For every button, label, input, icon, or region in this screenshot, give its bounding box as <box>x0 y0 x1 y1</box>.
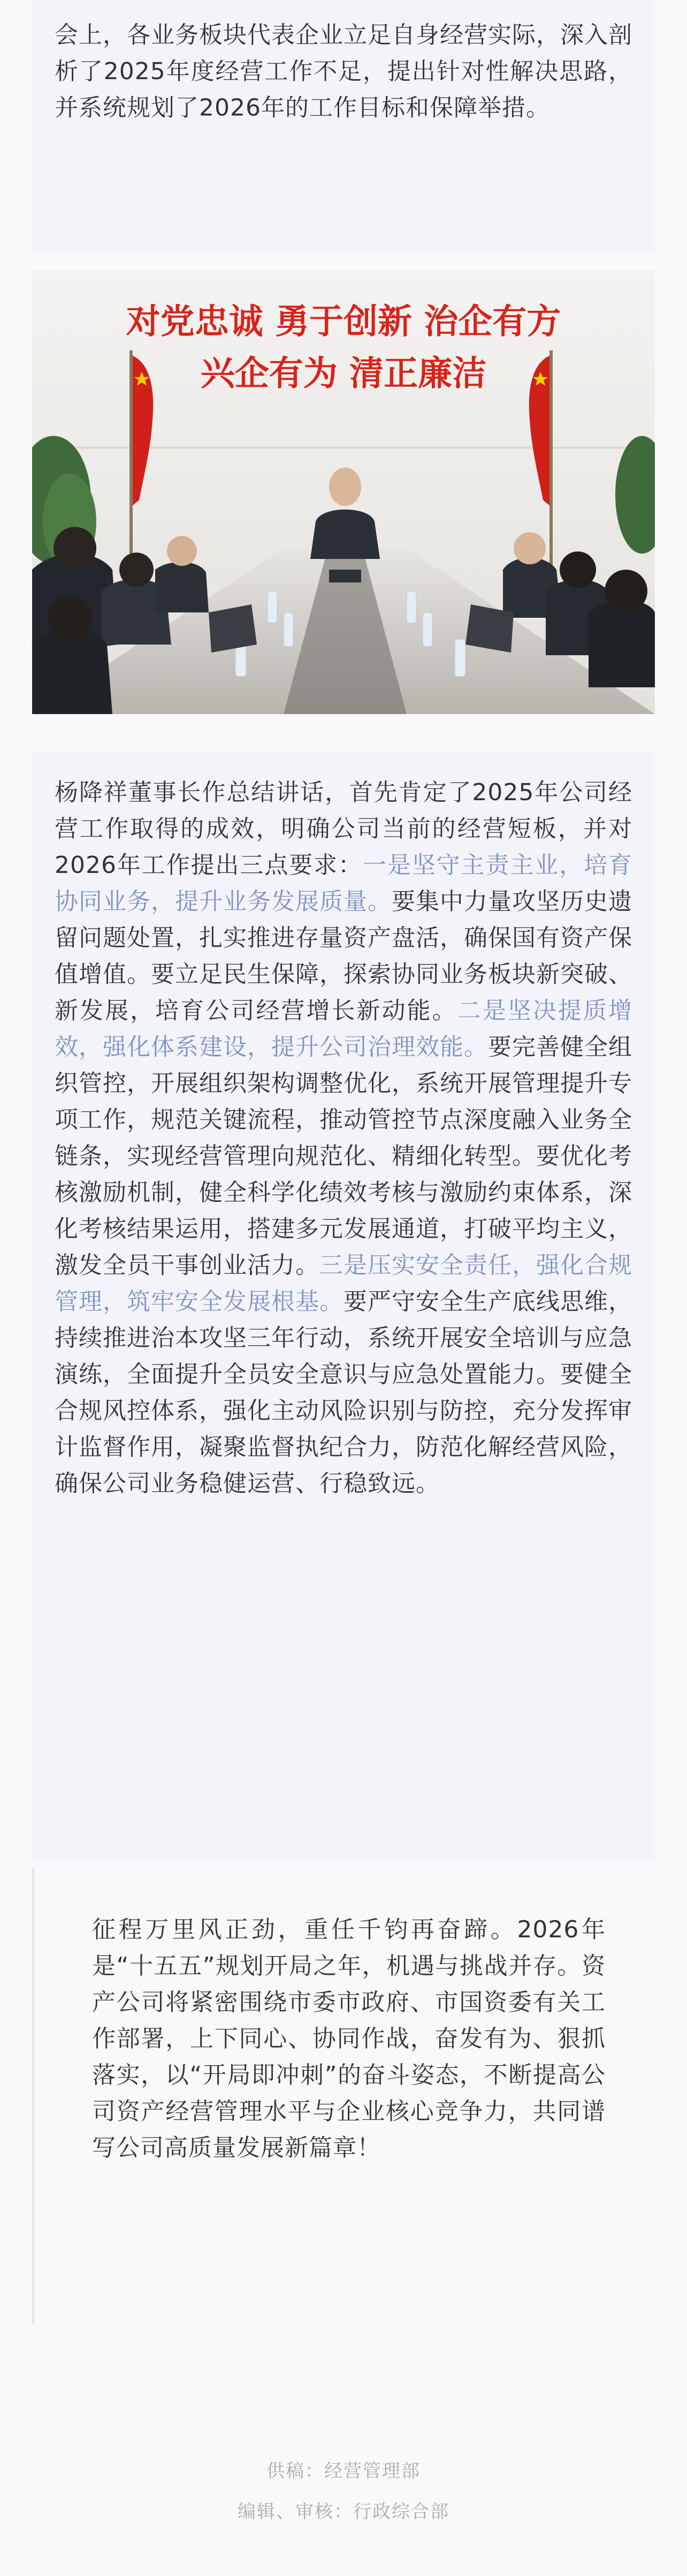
requirement-1-highlight: 一是坚守主责主业，培育协同业务，提升业务发展质量。 <box>55 852 632 915</box>
speech-text-3: 要完善健全组织管控，开展组织架构调整优化，系统开展管理提升专项工作，规范关键流程，推动管控节点深度融入业务全链条，实现经营管理向规范化、精细化转型。要优化考核激励机制，健全科学化绩效考核与激励约束体系，深化考核结果运用，搭建多元发展通道，打破平均主义，激发全员干事创业活力。 <box>55 1033 632 1279</box>
speech-paragraph <box>55 775 632 1502</box>
closing-quote-block <box>32 1869 655 2324</box>
requirement-2-highlight: 二是坚决提质增效，强化体系建设，提升公司治理效能。 <box>55 997 633 1061</box>
editor-credit: 编辑、审核：行政综合部 <box>238 2501 449 2523</box>
banner-slogan-line2: 兴企有为 清正廉洁 <box>200 354 487 394</box>
speech-text-4: 要严守安全生产底线思维，持续推进治本攻坚三年行动，系统开展安全培训与应急演练，全面提升全员安全意识与应急处置能力。要健全合规风控体系，强化主动风险识别与防控，充分发挥审计监督作用，凝聚监督执纪合力，防范化解经营风险，确保公司业务稳健运营、行稳致远。 <box>55 1288 632 1497</box>
requirement-3-highlight: 三是压实安全责任，强化合规管理，筑牢安全发展根基。 <box>55 1252 632 1315</box>
speech-text-1: 杨降祥董事长作总结讲话，首先肯定了2025年公司经营工作取得的成效，明确公司当前的经营短板，并对2026年工作提出三点要求： <box>55 779 632 879</box>
wall-panel-line <box>32 447 655 449</box>
speech-text-2: 要集中力量攻坚历史遗留问题处置，扎实推进存量资产盘活，确保国有资产保值增值。要立足民生保障，探索协同业务板块新突破、新发展，培育公司经营增长新动能。 <box>55 888 632 1024</box>
contributor-credit: 供稿：经营管理部 <box>266 2460 421 2482</box>
banner-slogan-line1: 对党忠诚 勇于创新 治企有方 <box>126 302 561 342</box>
intro-paragraph: 会上，各业务板块代表企业立足自身经营实际，深入剖析了2025年度经营工作不足，提出针对性解决思路，并系统规划了2026年的工作目标和保障举措。 <box>55 21 632 121</box>
meeting-photo <box>32 270 655 714</box>
closing-paragraph: 征程万里风正劲，重任千钧再奋蹄。2026年是“十五五”规划开局之年，机遇与挑战并存。资产公司将紧密围绕市委市政府、市国资委有关工作部署，上下同心、协同作战，奋发有为、狠抓落实，以“开局即冲刺”的奋斗姿态，不断提高公司资产经营管理水平与企业核心竞争力，共同谱写公司高质量发展新篇章！ <box>92 1916 606 2161</box>
